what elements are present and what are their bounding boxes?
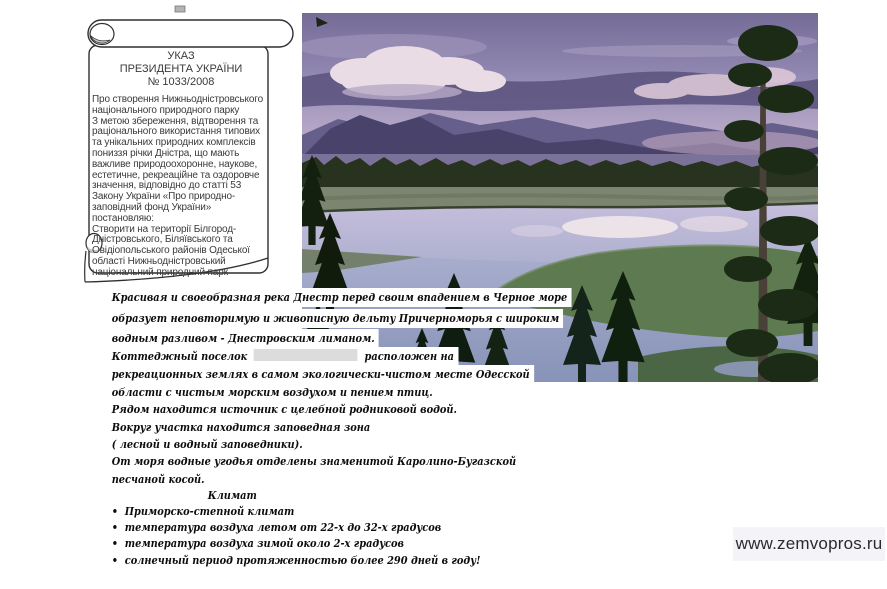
cottage-text-before: Коттеджный поселок: [111, 349, 248, 363]
decree-preamble: З метою збереження, відтворення та раціонального використання типових та унікальних природних комплексів пониззя річки Дністра, що мають важливе природоохоронне, наукове, естетичне, рекреаційне та оздоровче значення, відповідно до статті 53 Закону України «Про природно-заповідний фонд України» постановляю:: [92, 115, 260, 224]
sun-reflection: [562, 216, 678, 238]
cloud-shadow: [342, 84, 462, 100]
decree-body: [92, 95, 270, 279]
bullet-icon: •: [111, 553, 118, 567]
cottage-text-after: расположен на: [364, 349, 454, 363]
handwritten-line: Красивая и своеобразная река Днестр перед своим впадением в Черное море: [110, 288, 571, 307]
decree-number: № 1033/2008: [147, 76, 215, 88]
decree-resolution: Створити на території Білгород- Дністровського, Біляївського та Овідіопольського районів Одеської області Нижньодністровський національний природний парк: [92, 223, 250, 278]
presidential-decree: [92, 50, 270, 279]
handwritten-line: песчаной косой.: [110, 470, 209, 489]
climate-bullet: [110, 551, 485, 570]
handwritten-line: От моря водные угодья отделены знаменитой Каролино-Бугазской: [110, 452, 520, 471]
watermark-text: www.zemvopros.ru: [735, 534, 883, 553]
handwritten-line: Вокруг участка находится заповедная зона: [110, 418, 374, 437]
bullet-icon: •: [111, 520, 118, 534]
scroll-top-roll: [88, 20, 293, 47]
climate-bullet-text: температура воздуха зимой около 2-х градусов: [124, 536, 404, 550]
bullet-icon: •: [111, 536, 118, 550]
decree-subject: Про створення Нижньодністровського національного природного парку: [92, 94, 263, 116]
decree-heading: [92, 50, 270, 89]
scroll-hanger-tab: [175, 6, 185, 12]
handwritten-line: ( лесной и водный заповедники).: [110, 435, 307, 454]
climate-heading: Климат: [206, 486, 261, 505]
handwritten-line: области с чистым морским воздухом и пением птиц.: [110, 383, 437, 402]
decree-issuer: ПРЕЗИДЕНТА УКРАЇНИ: [119, 63, 243, 75]
handwritten-line: рекреационных землях в самом экологически-чистом месте Одесской: [110, 365, 534, 384]
watermark-url: [733, 527, 885, 561]
handwritten-line-cottage: [110, 347, 458, 366]
handwritten-line: образует неповторимую и живописную дельту Причерноморья с широким: [110, 309, 563, 328]
sun-reflection: [680, 216, 748, 232]
decree-title: УКАЗ: [167, 50, 195, 62]
bullet-icon: •: [111, 504, 118, 518]
redacted-name-box: [254, 349, 358, 361]
climate-bullet-text: солнечный период протяженностью более 290 дней в году!: [124, 553, 481, 567]
handwritten-line: водным разливом - Днестровским лиманом.: [110, 329, 379, 348]
scroll-bottom-left-edge: [85, 251, 86, 282]
climate-bullet-text: температура воздуха летом от 22-х до 32-х градусов: [124, 520, 442, 534]
handwritten-line: Рядом находится источник с целебной родниковой водой.: [110, 400, 461, 419]
sun-reflection: [511, 225, 563, 237]
climate-bullet-text: Приморско-степной климат: [124, 504, 295, 518]
